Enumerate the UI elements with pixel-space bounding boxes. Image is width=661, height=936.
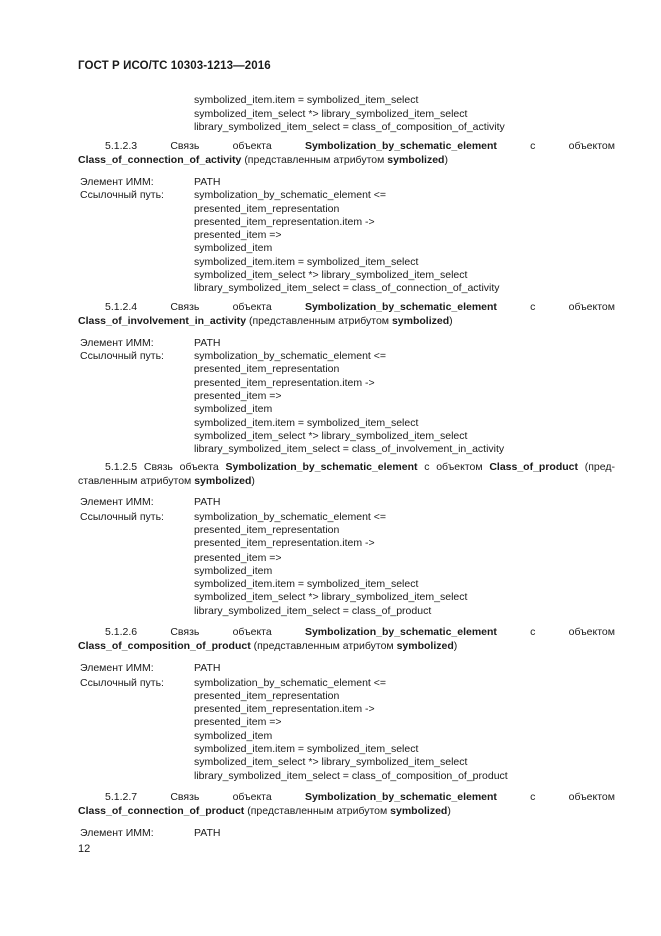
- path-line: symbolization_by_schematic_element <=: [194, 189, 387, 201]
- path-line: symbolized_item_select *> library_symbolized_item_select: [194, 591, 468, 603]
- path-keyword: PATH: [194, 496, 221, 508]
- page-number: 12: [78, 843, 91, 855]
- path-line: presented_item_representation.item ->: [194, 216, 375, 228]
- clause-text: ): [251, 474, 255, 487]
- attribute-name: symbolized: [390, 804, 448, 817]
- path-line: presented_item_representation.item ->: [194, 537, 375, 549]
- path-line: symbolized_item.item = symbolized_item_select: [194, 94, 419, 106]
- clause-5-1-2-4: [78, 301, 615, 328]
- path-line: symbolization_by_schematic_element <=: [194, 511, 387, 523]
- path-line: symbolized_item: [194, 242, 273, 254]
- clause-text: с объектом: [530, 626, 615, 638]
- target-entity: Class_of_involvement_in_activity: [78, 314, 247, 327]
- clause-number: 5.1.2.4: [105, 301, 138, 313]
- label-element: Элемент ИММ:: [80, 337, 154, 349]
- path-line: presented_item_representation: [194, 363, 340, 375]
- clause-text: ): [447, 804, 451, 817]
- path-line: symbolized_item.item = symbolized_item_select: [194, 417, 419, 429]
- path-keyword: PATH: [194, 176, 221, 188]
- path-line: symbolized_item.item = symbolized_item_select: [194, 256, 419, 268]
- path-line: presented_item_representation.item ->: [194, 703, 375, 715]
- label-element: Элемент ИММ:: [80, 827, 154, 839]
- path-line: library_symbolized_item_select = class_of_composition_of_product: [194, 770, 508, 782]
- clause-number: 5.1.2.6: [105, 626, 138, 638]
- clause-text: (представленным атрибутом: [78, 461, 615, 487]
- clause-text: ): [449, 314, 453, 327]
- attribute-name: symbolized: [387, 153, 445, 166]
- clause-text: Связь объекта: [170, 140, 272, 152]
- clause-number: 5.1.2.5: [105, 461, 138, 473]
- clause-text: ): [444, 153, 448, 166]
- path-line: library_symbolized_item_select = class_of_connection_of_activity: [194, 282, 500, 294]
- label-element: Элемент ИММ:: [80, 662, 154, 674]
- clause-text: Связь объекта: [143, 461, 219, 473]
- clause-5-1-2-3: [78, 140, 615, 167]
- target-entity: Class_of_product: [489, 461, 578, 473]
- clause-text: с объектом: [530, 791, 615, 803]
- path-line: presented_item =>: [194, 552, 282, 564]
- entity-name: Symbolization_by_schematic_element: [225, 461, 418, 473]
- path-line: symbolized_item: [194, 565, 273, 577]
- target-entity: Class_of_connection_of_product: [78, 804, 245, 817]
- entity-name: Symbolization_by_schematic_element: [304, 301, 497, 313]
- clause-text: (представленным атрибутом: [253, 639, 394, 652]
- path-line: symbolized_item_select *> library_symbolized_item_select: [194, 269, 468, 281]
- clause-text: (представленным атрибутом: [244, 153, 385, 166]
- path-line: presented_item_representation: [194, 690, 340, 702]
- entity-name: Symbolization_by_schematic_element: [304, 626, 497, 638]
- path-keyword: PATH: [194, 337, 221, 349]
- label-element: Элемент ИММ:: [80, 496, 154, 508]
- path-line: symbolization_by_schematic_element <=: [194, 677, 387, 689]
- clause-number: 5.1.2.3: [105, 140, 138, 152]
- document-header: ГОСТ Р ИСО/ТС 10303-1213—2016: [78, 60, 271, 72]
- clause-text: с объектом: [424, 461, 483, 473]
- path-line: library_symbolized_item_select = class_of_product: [194, 605, 432, 617]
- label-path: Ссылочный путь:: [80, 511, 164, 523]
- path-line: symbolized_item_select *> library_symbolized_item_select: [194, 430, 468, 442]
- clause-text: Связь объекта: [170, 626, 272, 638]
- path-line: presented_item =>: [194, 390, 282, 402]
- path-line: presented_item_representation.item ->: [194, 377, 375, 389]
- path-line: symbolized_item_select *> library_symbolized_item_select: [194, 108, 468, 120]
- clause-text: (представленным атрибутом: [249, 314, 390, 327]
- path-line: presented_item =>: [194, 229, 282, 241]
- path-keyword: PATH: [194, 827, 221, 839]
- path-line: library_symbolized_item_select = class_of_involvement_in_activity: [194, 443, 505, 455]
- clause-text: с объектом: [530, 140, 615, 152]
- attribute-name: symbolized: [396, 639, 454, 652]
- target-entity: Class_of_composition_of_product: [78, 639, 251, 652]
- path-line: symbolization_by_schematic_element <=: [194, 350, 387, 362]
- path-line: symbolized_item.item = symbolized_item_select: [194, 743, 419, 755]
- label-path: Ссылочный путь:: [80, 189, 164, 201]
- label-element: Элемент ИММ:: [80, 176, 154, 188]
- attribute-name: symbolized: [391, 314, 450, 327]
- path-line: symbolized_item: [194, 403, 273, 415]
- path-line: symbolized_item.item = symbolized_item_select: [194, 578, 419, 590]
- clause-text: (представленным атрибутом: [247, 804, 388, 817]
- clause-number: 5.1.2.7: [105, 791, 138, 803]
- clause-5-1-2-6: [78, 626, 615, 653]
- path-line: symbolized_item: [194, 730, 273, 742]
- path-line: presented_item =>: [194, 716, 282, 728]
- clause-text: Связь объекта: [170, 791, 272, 803]
- label-path: Ссылочный путь:: [80, 350, 164, 362]
- entity-name: Symbolization_by_schematic_element: [304, 791, 497, 803]
- clause-text: Связь объекта: [170, 301, 272, 313]
- label-path: Ссылочный путь:: [80, 677, 164, 689]
- entity-name: Symbolization_by_schematic_element: [304, 140, 497, 152]
- path-line: symbolized_item_select *> library_symbolized_item_select: [194, 756, 468, 768]
- clause-5-1-2-5: [78, 461, 615, 488]
- path-line: presented_item_representation: [194, 524, 340, 536]
- clause-5-1-2-7: [78, 791, 615, 818]
- clause-text: ): [453, 639, 458, 652]
- attribute-name: symbolized: [194, 474, 252, 487]
- path-line: presented_item_representation: [194, 203, 340, 215]
- target-entity: Class_of_connection_of_activity: [78, 153, 242, 166]
- path-line: library_symbolized_item_select = class_of_composition_of_activity: [194, 121, 505, 133]
- clause-text: с объектом: [530, 301, 615, 313]
- path-keyword: PATH: [194, 662, 221, 674]
